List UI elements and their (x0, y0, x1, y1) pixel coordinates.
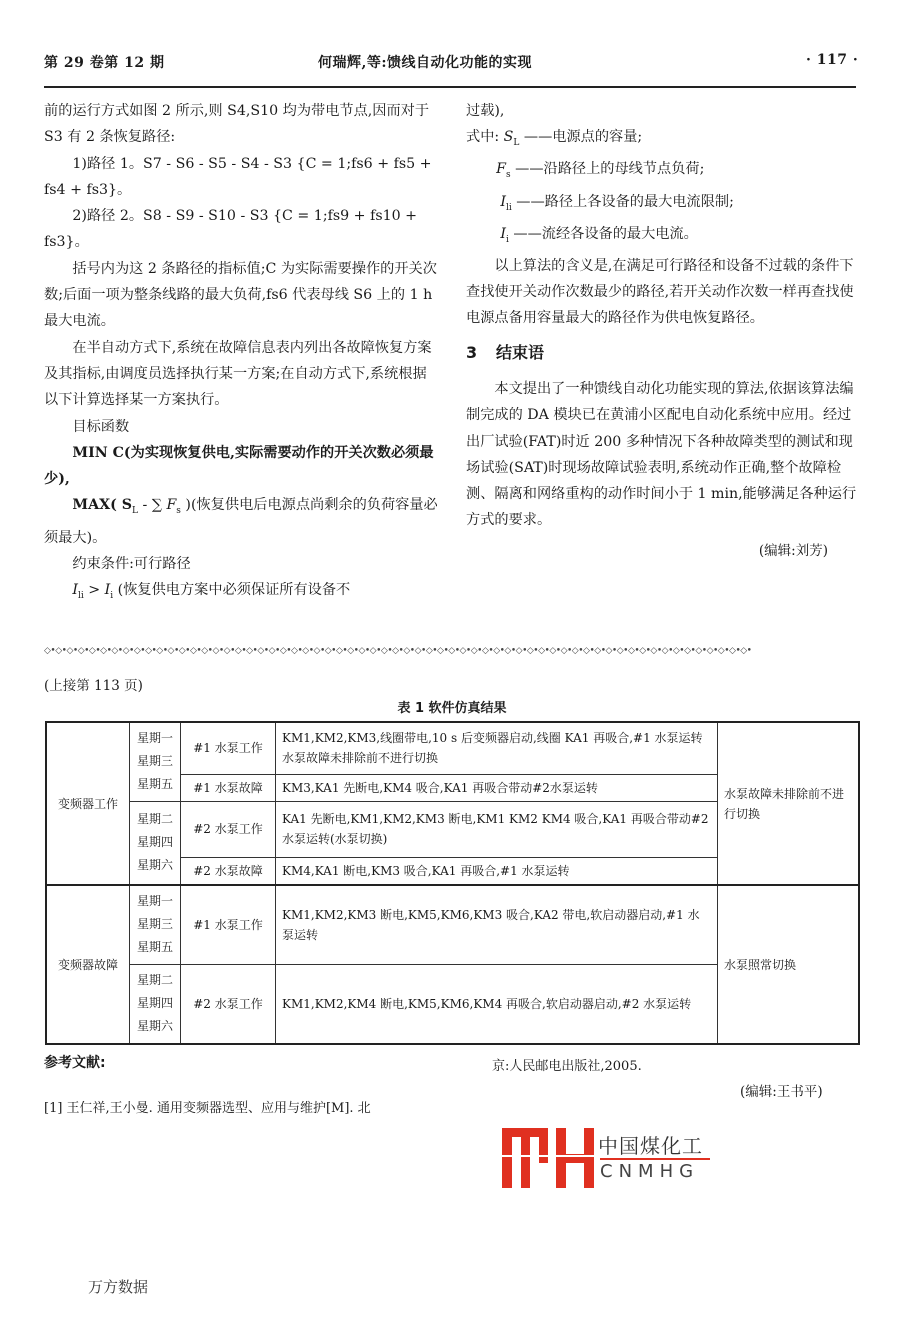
table-row (46, 722, 859, 774)
definition-text: ——电源点的容量; (523, 129, 643, 146)
symbol: I (500, 193, 506, 210)
pump-state-cell: #2 水泵故障 (181, 857, 276, 885)
running-title: 何瑞辉,等:馈线自动化功能的实现 (318, 55, 533, 71)
action-cell: KM1,KM2,KM4 断电,KM5,KM6,KM4 再吸合,软启动器启动,#2 水泵运转 (276, 964, 718, 1044)
note-cell: 水泵照常切换 (718, 885, 860, 1044)
days-cell (130, 722, 181, 801)
subscript: i (110, 591, 114, 601)
days-cell (130, 801, 181, 885)
action-cell: KM1,KM2,KM3 断电,KM5,KM6,KM3 吸合,KA2 带电,软启动器启动,#1 水泵运转 (276, 885, 718, 964)
section-heading (466, 340, 858, 366)
mode-cell: 变频器故障 (46, 885, 130, 1044)
action-cell: KA1 先断电,KM1,KM2,KM3 断电,KM1 KM2 KM4 吸合,KA1 再吸合带动#2水泵运转(水泵切换) (276, 801, 718, 857)
day-label: 星期三 (136, 754, 173, 769)
min-expression: MIN C(为实现恢复供电,实际需要动作的开关次数必须最少), (44, 444, 434, 488)
objective-label: 目标函数 (72, 418, 130, 435)
symbol: I (72, 582, 78, 599)
subscript: s (176, 506, 181, 517)
day-label: 星期六 (136, 1019, 173, 1034)
paragraph: 前的运行方式如图 2 所示,则 S4,S10 均为带电节点,因而对于 S3 有 2 条恢复路径: (44, 103, 430, 146)
max-expr-sum: - ∑ F (138, 497, 177, 514)
definition-row (466, 156, 858, 188)
day-label: 星期一 (136, 731, 173, 746)
pump-state-cell: #1 水泵工作 (181, 722, 276, 774)
page-number: · 117 · (806, 52, 859, 68)
section-title: 结束语 (496, 342, 545, 362)
reference-item-continued: 京:人民邮电出版社,2005. (492, 1059, 642, 1074)
paragraph: 在半自动方式下,系统在故障信息表内列出各故障恢复方案及其指标,由调度员选择执行某一方案;在自动方式下,系统根据以下计算选择某一方案执行。 (44, 339, 432, 409)
paragraph: 以上算法的含义是,在满足可行路径和设备不过载的条件下查找使开关动作次数最少的路径,若开关动作次数一样再查找使电源点备用容量最大的路径作为供电恢复路径。 (466, 257, 854, 327)
paragraph: 本文提出了一种馈线自动化功能实现的算法,依据该算法编制完成的 DA 模块已在黄浦小区配电自动化系统中应用。经过出厂试验(FAT)时近 200 多种情况下各种故障类型的测试和现场试验(SAT)时现场故障试验表明,系统动作正确,整个故障检测、隔离和网络重构的动作时间小于 1 min,能够满足各种运行方式的要求。 (466, 380, 857, 529)
pump-state-cell: #1 水泵故障 (181, 774, 276, 801)
table-row (46, 885, 859, 964)
logo-divider (600, 1158, 710, 1160)
action-cell: KM3,KA1 先断电,KM4 吸合,KA1 再吸合带动#2水泵运转 (276, 774, 718, 801)
days-cell (130, 885, 181, 964)
path-1: 1)路径 1。S7 - S6 - S5 - S4 - S3 {C = 1;fs6 + fs5 + fs4 + fs3}。 (44, 155, 432, 198)
day-label: 星期一 (136, 894, 173, 909)
subscript: li (506, 202, 512, 213)
day-label: 星期四 (136, 996, 173, 1011)
subscript: L (132, 506, 138, 517)
definition-row (466, 124, 858, 156)
logo-english-text: CNMHG (600, 1161, 700, 1182)
symbol: > I (83, 582, 111, 599)
section-number: 3 (466, 342, 478, 362)
days-cell (130, 964, 181, 1044)
defs-prefix: 式中: (466, 129, 500, 146)
ornament-divider: ◇•◇•◇•◇•◇•◇•◇•◇•◇•◇•◇•◇•◇•◇•◇•◇•◇•◇•◇•◇•◇•◇•◇•◇•◇•◇•◇•◇•◇•◇•◇•◇•◇•◇•◇•◇•◇•◇•◇•◇•◇•◇•◇•◇•◇•◇•◇•◇•◇•◇•◇•◇•◇•◇•◇•◇•◇•◇•◇•◇•◇•◇•◇• (44, 646, 752, 656)
table-caption: 表 1 软件仿真结果 (397, 701, 507, 716)
subscript: i (506, 234, 509, 245)
reference-item: [1] 王仁祥,王小曼. 通用变频器选型、应用与维护[M]. 北 (44, 1101, 371, 1116)
constraint-tail: (恢复供电方案中必须保证所有设备不 (113, 582, 351, 599)
pump-state-cell: #2 水泵工作 (181, 964, 276, 1044)
logo-chinese-text: 中国煤化工 (598, 1134, 703, 1158)
day-label: 星期六 (136, 858, 173, 873)
constraint-expression (44, 577, 440, 609)
symbol: S (503, 129, 514, 146)
definition-text: ——沿路径上的母线节点负荷; (515, 161, 705, 178)
symbol: F (496, 161, 506, 178)
references-title: 参考文献: (44, 1055, 106, 1071)
cnmhg-logo (502, 1128, 703, 1192)
editor-note: (编辑:刘芳) (758, 542, 828, 559)
definition-row (466, 221, 858, 253)
symbol: I (500, 225, 506, 242)
definition-text: ——流经各设备的最大电流。 (513, 225, 698, 242)
paragraph: 括号内为这 2 条路径的指标值;C 为实际需要操作的开关次数;后面一项为整条线路的最大负荷,fs6 代表母线 S6 上的 1 h 最大电流。 (44, 260, 437, 330)
day-label: 星期五 (136, 777, 173, 792)
max-expr-tail: )(恢复供电后电源点尚剩余的负荷容量必须最大)。 (44, 497, 438, 546)
max-expr-head: MAX( S (72, 497, 133, 514)
continuation-text: 过载), (466, 103, 505, 119)
day-label: 星期四 (136, 835, 173, 850)
day-label: 星期五 (136, 940, 173, 955)
pump-state-cell: #1 水泵工作 (181, 885, 276, 964)
definition-row (466, 189, 858, 221)
watermark: 万方数据 (88, 1278, 149, 1296)
subscript: L (513, 138, 520, 149)
right-column (466, 98, 858, 564)
journal-issue: 第 29 卷第 12 期 (44, 55, 165, 71)
continued-from-note: (上接第 113 页) (44, 678, 143, 694)
path-2: 2)路径 2。S8 - S9 - S10 - S3 {C = 1;fs9 + fs10 + fs3}。 (44, 208, 418, 251)
left-column (44, 98, 440, 609)
action-cell: KM4,KA1 断电,KM3 吸合,KA1 再吸合,#1 水泵运转 (276, 857, 718, 885)
subscript: s (506, 170, 511, 181)
pump-state-cell: #2 水泵工作 (181, 801, 276, 857)
editor-note: (编辑:王书平) (740, 1084, 823, 1100)
header-rule (44, 86, 856, 88)
symbol-definitions (466, 124, 858, 253)
mode-cell: 变频器工作 (46, 722, 130, 885)
day-label: 星期二 (136, 973, 173, 988)
note-cell: 水泵故障未排除前不进行切换 (718, 722, 860, 885)
subscript: li (78, 591, 84, 601)
action-cell: KM1,KM2,KM3,线圈带电,10 s 后变频器启动,线圈 KA1 再吸合,#1 水泵运转水泵故障未排除前不进行切换 (276, 722, 718, 774)
mh-logo-icon (502, 1128, 594, 1188)
simulation-results-table (45, 721, 860, 1045)
constraint-label: 约束条件:可行路径 (72, 555, 191, 572)
max-expression (44, 492, 440, 550)
definition-text: ——路径上各设备的最大电流限制; (516, 193, 734, 210)
day-label: 星期二 (136, 812, 173, 827)
day-label: 星期三 (136, 917, 173, 932)
